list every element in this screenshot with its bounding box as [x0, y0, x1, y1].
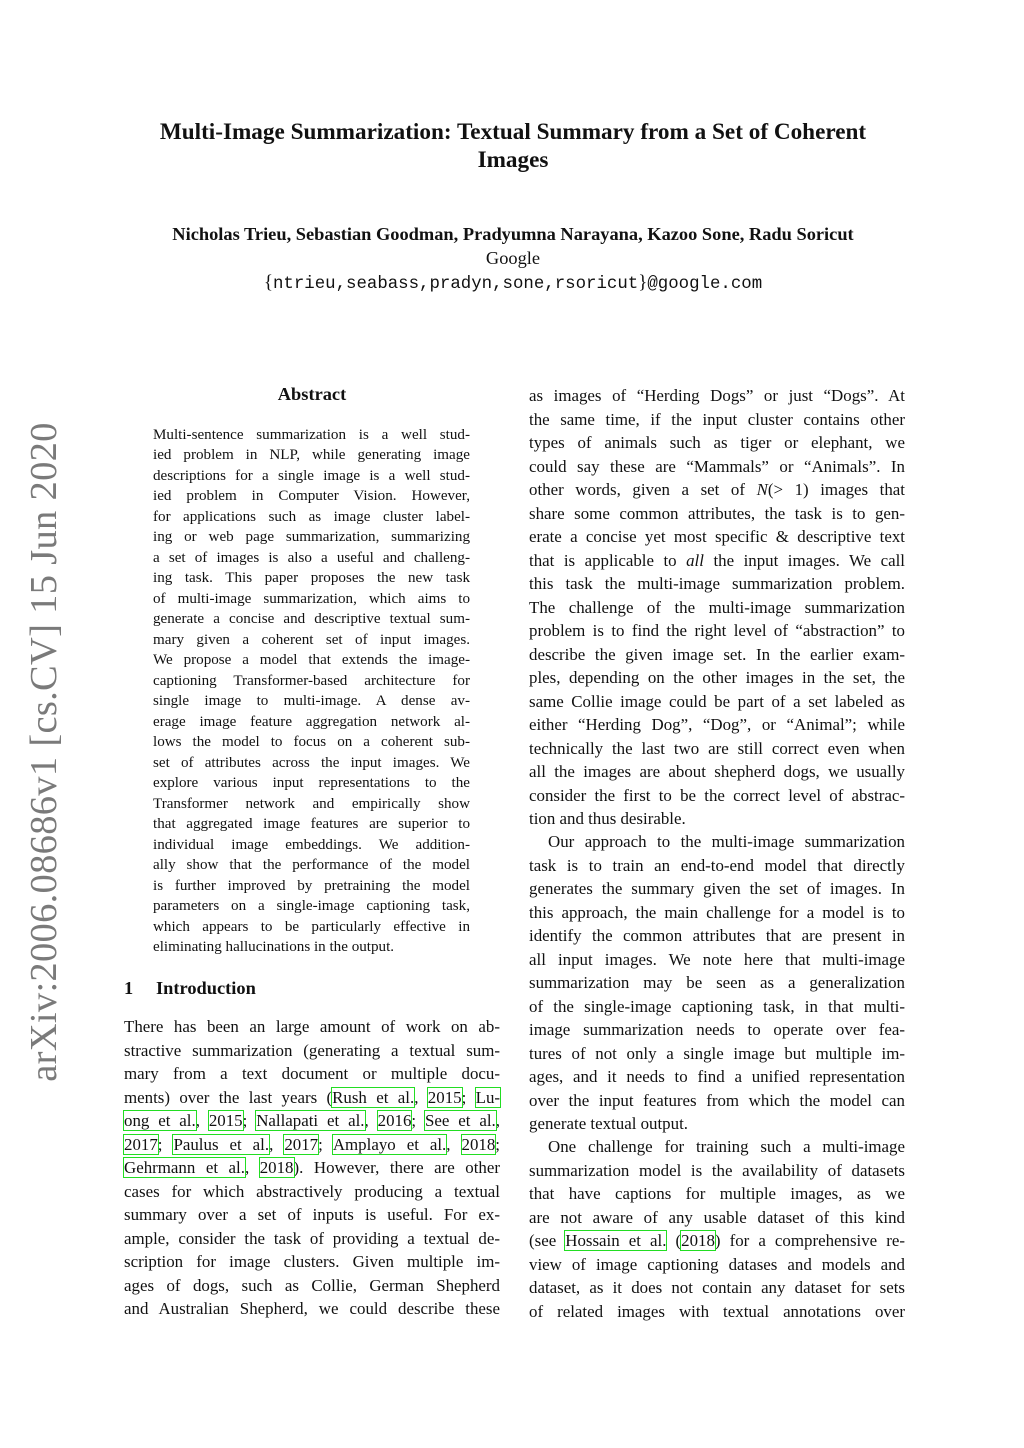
abstract-line: ally show that the performance of the model — [153, 857, 470, 873]
body-line: as images of “Herding Dogs” or just “Dogs”. At — [529, 386, 905, 405]
citation-link[interactable]: Nallapati et al. — [256, 1111, 365, 1130]
paragraph-start-line: One challenge for training such a multi-image — [548, 1137, 905, 1156]
body-line: summary over a set of inputs is useful. For ex- — [124, 1205, 500, 1224]
abstract-line: single image to multi-image. A dense av- — [153, 693, 470, 709]
section-number: 1 — [124, 978, 134, 998]
body-line: all input images. We note here that multi-image — [529, 949, 905, 969]
body-line: There has been an large amount of work on ab- — [124, 1017, 500, 1036]
body-line: all the images are about shepherd dogs, we usually — [529, 762, 905, 781]
body-line: (see Hossain et al. (2018) for a comprehensive re- — [529, 1231, 905, 1250]
body-line: ments) over the last years (Rush et al., 2015; Lu- — [124, 1087, 501, 1107]
section-heading-introduction — [124, 978, 256, 999]
body-line: The challenge of the multi-image summarization — [529, 597, 905, 617]
abstract-line: erage image feature aggregation network al- — [153, 713, 470, 730]
abstract-line: for applications such as image cluster label- — [153, 508, 470, 525]
abstract-line: ied problem in NLP, while generating image — [153, 447, 470, 463]
abstract-line: is further improved by pretraining the model — [153, 877, 470, 894]
abstract-line: ing or web page summarization, summarizing — [153, 529, 470, 545]
body-line: ages, and it needs to find a unified representation — [529, 1067, 905, 1086]
citation-link[interactable]: Amplayo et al. — [332, 1134, 447, 1154]
abstract-line: ied problem in Computer Vision. However, — [153, 488, 470, 504]
body-line: task is to train an end-to-end model that directly — [529, 855, 905, 875]
body-line: dataset, as it does not contain any dataset for sets — [529, 1278, 905, 1297]
author-emails: {ntrieu,seabass,pradyn,sone,rsoricut}@google.com — [263, 272, 763, 294]
citation-link[interactable]: Rush et al. — [332, 1087, 415, 1107]
body-line: share some common attributes, the task is to gen- — [529, 503, 905, 523]
body-line: ples, depending on the other images in the set, the — [529, 668, 905, 687]
body-line: stractive summarization (generating a textual sum- — [124, 1040, 500, 1060]
body-line: mary from a text document or multiple docu- — [124, 1064, 500, 1083]
math-variable: N — [756, 480, 768, 499]
citation-link[interactable]: ong et al. — [124, 1111, 196, 1130]
body-line: consider the first to be the correct level of abstrac- — [529, 785, 905, 805]
citation-link[interactable]: Paulus et al. — [173, 1134, 270, 1154]
abstract-line: a set of images is also a useful and challeng- — [153, 549, 470, 566]
body-line: describe the given image set. In the earlier exam- — [529, 644, 905, 664]
body-line: same Collie image could be part of a set labeled as — [529, 691, 905, 711]
abstract-line: ing task. This paper proposes the new task — [153, 570, 470, 586]
emphasis-text: all — [686, 550, 704, 570]
body-line: cases for which abstractively producing a textual — [124, 1181, 500, 1201]
abstract-line: captioning Transformer-based architecture for — [153, 672, 470, 689]
body-line: problem is to find the right level of “abstraction” to — [529, 621, 905, 640]
abstract-line: that aggregated image features are superior to — [153, 816, 470, 832]
abstract-line: explore various input representations to the — [153, 775, 470, 791]
abstract-line: Transformer network and empirically show — [153, 795, 470, 812]
body-line: tures of not only a single image but multiple im- — [529, 1043, 905, 1063]
affiliation: Google — [485, 248, 541, 268]
body-line: identify the common attributes that are present in — [529, 926, 905, 945]
citation-year-link[interactable]: 2017 — [284, 1134, 319, 1154]
abstract-line: parameters on a single-image captioning task, — [153, 898, 470, 914]
body-line: erate a concise yet most specific & descriptive text — [529, 527, 905, 546]
abstract-line: eliminating hallucinations in the output. — [153, 939, 395, 955]
citation-link[interactable]: Hossain et al. — [565, 1231, 667, 1250]
title-line-2: Images — [477, 147, 549, 173]
citation-link[interactable]: See et al. — [425, 1111, 496, 1130]
abstract-line: descriptions for a single image is a well stud- — [153, 467, 470, 484]
abstract-line: of multi-image summarization, which aims to — [153, 590, 470, 607]
body-line: this task the multi-image summarization problem. — [529, 574, 905, 593]
body-line: this approach, the main challenge for a model is to — [529, 902, 905, 922]
body-line: scription for image clusters. Given multiple im- — [124, 1252, 500, 1271]
paper-title — [100, 118, 926, 174]
abstract-line: individual image embeddings. We addition- — [153, 836, 470, 853]
body-line: generates the summary given the set of images. In — [529, 879, 905, 898]
body-line: 2017; Paulus et al., 2017; Amplayo et al., 2018; — [124, 1134, 500, 1154]
body-line: generate textual output. — [529, 1114, 688, 1133]
body-line: technically the last two are still correct even when — [529, 738, 905, 758]
body-line: are not aware of any usable dataset of this kind — [529, 1207, 905, 1227]
citation-year-link[interactable]: 2015 — [208, 1111, 243, 1130]
body-line: could say these are “Mammals” or “Animals”. In — [529, 456, 905, 476]
citation-year-link[interactable]: 2018 — [461, 1134, 496, 1154]
abstract-line: mary given a coherent set of input images. — [153, 631, 470, 648]
abstract-line: which appears to be particularly effective in — [153, 918, 470, 935]
citation-link[interactable]: Lu- — [475, 1087, 501, 1107]
body-line: Gehrmann et al., 2018). However, there are other — [124, 1158, 500, 1177]
abstract-line: set of attributes across the input images. We — [153, 754, 470, 771]
body-line: other words, given a set of N(> 1) images that — [529, 480, 905, 499]
citation-year-link[interactable]: 2015 — [427, 1087, 462, 1107]
citation-year-link[interactable]: 2017 — [124, 1134, 158, 1154]
body-line: summarization may be seen as a generalization — [529, 973, 905, 992]
body-line: ample, consider the task of providing a textual de- — [124, 1228, 500, 1248]
body-line: summarization model is the availability of datasets — [529, 1160, 905, 1180]
section-title: Introduction — [156, 978, 256, 998]
body-line: over the input features from which the model can — [529, 1090, 905, 1110]
abstract-line: We propose a model that extends the image- — [153, 652, 470, 668]
body-line: the same time, if the input cluster contains other — [529, 409, 905, 429]
abstract-line: generate a concise and descriptive textual sum- — [153, 611, 470, 627]
abstract-heading: Abstract — [277, 384, 347, 404]
body-line: tion and thus desirable. — [529, 809, 686, 828]
body-line: and Australian Shepherd, we could describe these — [124, 1299, 500, 1318]
body-line: ong et al., 2015; Nallapati et al., 2016; See et al., — [124, 1111, 501, 1130]
abstract-line: lows the model to focus on a coherent sub- — [153, 734, 470, 750]
body-line: of the single-image captioning task, in that multi- — [529, 996, 905, 1016]
citation-year-link[interactable]: 2018 — [681, 1231, 715, 1250]
body-line: ages of dogs, such as Collie, German Shepherd — [124, 1275, 500, 1295]
paragraph-start-line: Our approach to the multi-image summarization — [548, 832, 905, 851]
citation-link[interactable]: Gehrmann et al. — [124, 1158, 245, 1177]
body-line: either “Herding Dog”, “Dog”, or “Animal”; while — [529, 715, 905, 734]
citation-year-link[interactable]: 2016 — [377, 1111, 412, 1130]
citation-year-link[interactable]: 2018 — [259, 1158, 294, 1177]
author-list: Nicholas Trieu, Sebastian Goodman, Pradyumna Narayana, Kazoo Sone, Radu Soricut — [172, 224, 854, 244]
body-line: that is applicable to all the input images. We call — [529, 550, 905, 570]
body-line: of related images with textual annotations over — [529, 1301, 905, 1321]
body-line: view of image captioning datases and models and — [529, 1254, 905, 1274]
body-line: types of animals such as tiger or elephant, we — [529, 433, 905, 452]
title-line-1: Multi-Image Summarization: Textual Summary from a Set of Coherent — [159, 119, 867, 145]
body-line: that have captions for multiple images, as we — [529, 1184, 905, 1203]
abstract-line: Multi-sentence summarization is a well stud- — [153, 427, 470, 443]
body-line: image summarization needs to operate over fea- — [529, 1020, 905, 1039]
